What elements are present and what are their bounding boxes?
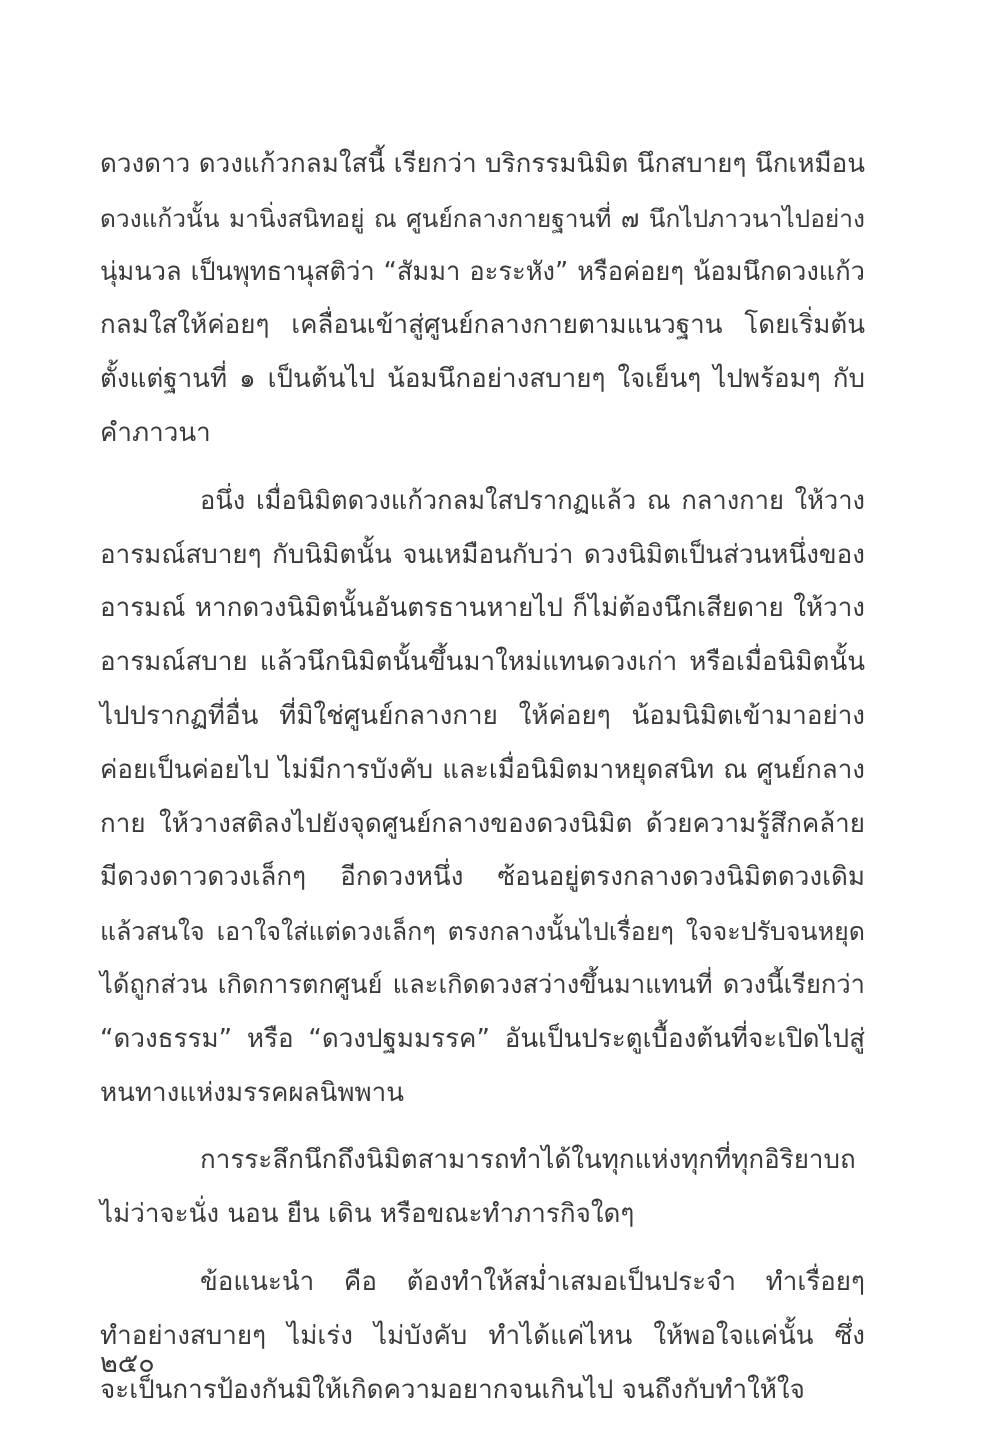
paragraph-gap <box>100 1242 865 1256</box>
text-line: อารมณ์สบาย แล้วนึกนิมิตนั้นขึ้นมาใหม่แทนดวงเก่า หรือเมื่อนิมิตนั้น <box>100 647 865 678</box>
paragraph-gap <box>100 461 865 475</box>
text-line: การระลึกนึกถึงนิมิตสามารถทำได้ในทุกแห่งทุกที่ทุกอิริยาบถ <box>200 1145 856 1176</box>
text-line: อนึ่ง เมื่อนิมิตดวงแก้วกลมใสปรากฏแล้ว ณ กลางกาย ให้วาง <box>200 485 865 516</box>
text-line: ไปปรากฏที่อื่น ที่มิใช่ศูนย์กลางกาย ให้ค่อยๆ น้อมนิมิตเข้ามาอย่าง <box>100 700 865 731</box>
text-line: กาย ให้วางสติลงไปยังจุดศูนย์กลางของดวงนิมิต ด้วยความรู้สึกคล้าย <box>100 808 865 839</box>
text-line: ค่อยเป็นค่อยไป ไม่มีการบังคับ และเมื่อนิมิตมาหยุดสนิท ณ ศูนย์กลาง <box>100 754 865 785</box>
body-text <box>100 138 865 1417</box>
text-line: ตั้งแต่ฐานที่ ๑ เป็นต้นไป น้อมนึกอย่างสบายๆ ใจเย็นๆ ไปพร้อมๆ กับ <box>100 364 865 395</box>
text-line: มีดวงดาวดวงเล็กๆ อีกดวงหนึ่ง ซ้อนอยู่ตรงกลางดวงนิมิตดวงเดิม <box>100 862 865 893</box>
paragraph <box>100 1134 865 1242</box>
text-line: ดวงแก้วนั้น มานิ่งสนิทอยู่ ณ ศูนย์กลางกายฐานที่ ๗ นึกไปภาวนาไปอย่าง <box>100 203 865 233</box>
text-line: ได้ถูกส่วน เกิดการตกศูนย์ และเกิดดวงสว่างขึ้นมาแทนที่ ดวงนี้เรียกว่า <box>100 969 865 1000</box>
text-line: แล้วสนใจ เอาใจใส่แต่ดวงเล็กๆ ตรงกลางนั้นไปเรื่อยๆ ใจจะปรับจนหยุด <box>100 917 865 947</box>
text-line: ดวงดาว ดวงแก้วกลมใสนี้ เรียกว่า บริกรรมนิมิต นึกสบายๆ นึกเหมือน <box>100 149 865 179</box>
text-line: อารมณ์สบายๆ กับนิมิตนั้น จนเหมือนกับว่า ดวงนิมิตเป็นส่วนหนึ่งของ <box>100 539 865 570</box>
paragraph-gap <box>100 1120 865 1134</box>
text-line: “ดวงธรรม” หรือ “ดวงปฐมมรรค” อันเป็นประตูเบื้องต้นที่จะเปิดไปสู่ <box>100 1023 865 1054</box>
text-line: อารมณ์ หากดวงนิมิตนั้นอันตรธานหายไป ก็ไม่ต้องนึกเสียดาย ให้วาง <box>100 593 865 624</box>
paragraph <box>100 475 865 1121</box>
page-number: ๒๕๐ <box>100 1348 155 1379</box>
text-line: หนทางแห่งมรรคผลนิพพาน <box>100 1077 404 1108</box>
text-line: นุ่มนวล เป็นพุทธานุสติว่า “สัมมา อะระหัง” หรือค่อยๆ น้อมนึกดวงแก้ว <box>100 256 865 287</box>
text-line: คำภาวนา <box>100 417 211 448</box>
paragraph <box>100 1256 865 1417</box>
text-line: ข้อแนะนำ คือ ต้องทำให้สม่ำเสมอเป็นประจำ ทำเรื่อยๆ <box>200 1266 865 1297</box>
text-line: จะเป็นการป้องกันมิให้เกิดความอยากจนเกินไป จนถึงกับทำให้ใจ <box>100 1374 805 1405</box>
text-line: ทำอย่างสบายๆ ไม่เร่ง ไม่บังคับ ทำได้แค่ไหน ให้พอใจแค่นั้น ซึ่ง <box>100 1320 865 1351</box>
text-line: กลมใสให้ค่อยๆ เคลื่อนเข้าสู่ศูนย์กลางกายตามแนวฐาน โดยเริ่มต้น <box>100 310 865 341</box>
text-line: ไม่ว่าจะนั่ง นอน ยืน เดิน หรือขณะทำภารกิจใดๆ <box>100 1199 635 1230</box>
paragraph <box>100 138 865 461</box>
